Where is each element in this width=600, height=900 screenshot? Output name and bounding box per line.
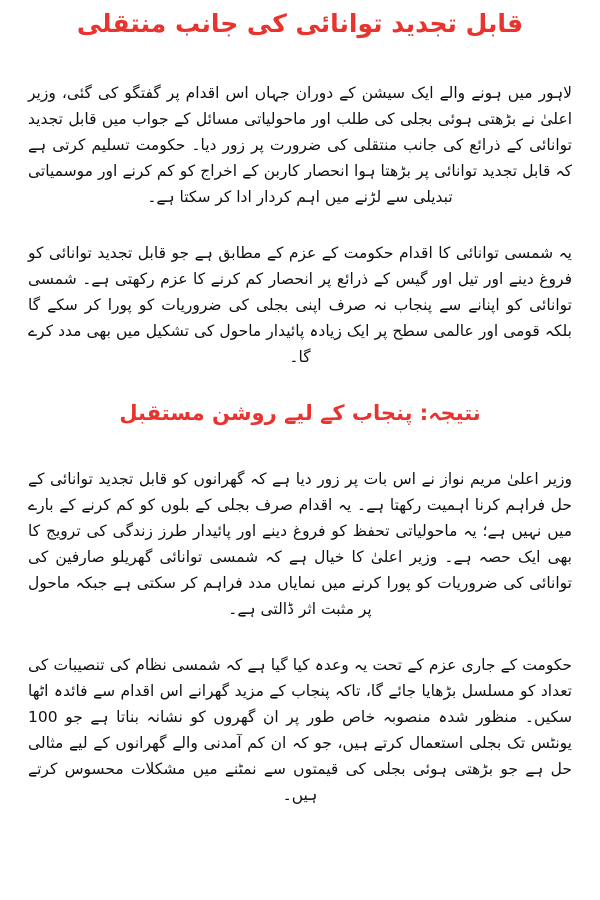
paragraph-2: یہ شمسی توانائی کا اقدام حکومت کے عزم کے مطابق ہے جو قابل تجدید توانائی کو فروغ دینے اور تیل اور گیس کے ذرائع پر انحصار کم کرنے کا عزم رکھتی ہے۔ شمسی توانائی کو اپنانے سے پنجاب نہ صرف اپنی بجلی کی ضروریات کو پورا کر سکے گا بلکہ قومی اور عالمی سطح پر ایک زیادہ پائیدار ماحول کی تشکیل میں بھی مدد کرے گا۔ [28, 244, 572, 366]
conclusion-heading: نتیجہ: پنجاب کے لیے روشن مستقبل [119, 401, 481, 425]
paragraph-3: وزیر اعلیٰ مریم نواز نے اس بات پر زور دیا ہے کہ گھرانوں کو قابل تجدید توانائی کے حل فراہم کرنا اہمیت رکھتا ہے۔ یہ اقدام صرف بجلی کے بلوں کو کم کرنے کے بارے میں نہیں ہے؛ یہ ماحولیاتی تحفظ کو فروغ دینے اور پائیدار طرز زندگی کی ترویج کا بھی ایک حصہ ہے۔ وزیر اعلیٰ کا خیال ہے کہ شمسی توانائی گھریلو صارفین کی توانائی کی ضروریات کو پورا کرنے میں نمایاں مدد فراہم کر سکتی ہے جبکہ ماحول پر مثبت اثر ڈالتی ہے۔ [28, 470, 572, 618]
article-title: قابل تجدید توانائی کی جانب منتقلی [76, 9, 524, 38]
paragraph-1: لاہور میں ہونے والے ایک سیشن کے دوران جہاں اس اقدام پر گفتگو کی گئی، وزیر اعلیٰ نے بڑھتی ہوئی بجلی کی طلب اور ماحولیاتی مسائل کے جواب میں قابل تجدید توانائی کے ذرائع کی جانب منتقلی کی ضرورت پر زور دیا۔ حکومت تسلیم کرتی ہے کہ قابل تجدید توانائی پر بڑھتا ہوا انحصار کاربن کے اخراج کو کم کرنے اور موسمیاتی تبدیلی سے لڑنے میں اہم کردار ادا کر سکتا ہے۔ [28, 84, 572, 206]
paragraph-4: حکومت کے جاری عزم کے تحت یہ وعدہ کیا گیا ہے کہ شمسی نظام کی تنصیبات کی تعداد کو مسلسل بڑھایا جائے گا، تاکہ پنجاب کے مزید گھرانے اس اقدام سے فائدہ اٹھا سکیں۔ منظور شدہ منصوبہ خاص طور پر ان گھروں کو نشانہ بناتا ہے جو 100 یونٹس تک بجلی استعمال کرتے ہیں، جو کہ ان کم آمدنی والے گھرانوں کے لیے مثالی حل ہے جو بڑھتی ہوئی بجلی کی قیمتوں سے نمٹنے میں مشکلات محسوس کرتے ہیں۔ [28, 656, 572, 804]
